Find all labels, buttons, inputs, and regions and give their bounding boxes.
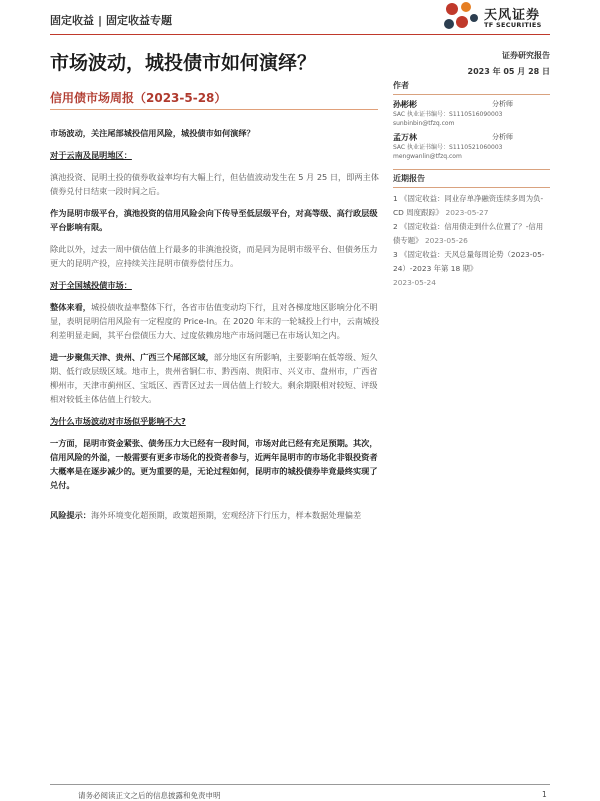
page-number: 1 xyxy=(542,790,547,799)
author-name: 孙彬彬 xyxy=(393,100,417,109)
related-report-item[interactable] xyxy=(393,192,550,220)
lead-paragraph: 市场波动，关注尾部城投信用风险，城投债市如何演绎？ xyxy=(50,128,255,138)
authors-divider xyxy=(393,94,550,95)
risk-label: 风险提示： xyxy=(50,510,91,520)
topic-label: 固定收益专题 xyxy=(106,14,173,27)
paragraph-3: 除此以外，过去一周中债估值上行最多的非滇池投资，而是同为昆明市级平台、但债务压力更大的昆明产投，应持续关注昆明市债券偿付压力。 xyxy=(50,244,378,268)
breadcrumb-separator: | xyxy=(98,14,103,27)
related-top-divider xyxy=(393,169,550,170)
page-subtitle: 信用债市场周报（2023-5-28） xyxy=(50,91,227,105)
paragraph-4 xyxy=(50,300,380,342)
risk-text: 海外环境变化超预期，政策超预期，宏观经济下行压力，样本数据处理偏差 xyxy=(90,510,362,520)
paragraph-4-lead: 整体来看， xyxy=(50,302,91,312)
related-report-date: 2023-05-26 xyxy=(424,236,468,245)
paragraph-5 xyxy=(50,350,380,406)
author-card xyxy=(393,132,550,161)
subtitle-divider xyxy=(50,109,378,110)
related-report-date: 2023-05-24 xyxy=(393,278,436,287)
report-type: 证券研究报告 xyxy=(502,51,550,60)
section-heading-why: 为什么市场波动对市场似乎影响不大? xyxy=(50,416,186,426)
paragraph-6: 一方面，昆明市资金紧张、债务压力大已经有一段时间，市场对此已经有充足预期。其次，信用风险的外溢，一般需要有更多市场化的投资者参与，近两年昆明市的市场化非银投资者大概率是在逐步减少的。更为重要的是，无论过程如何，昆明市的城投债券毕竟最终实现了兑付。 xyxy=(50,438,378,490)
related-report-title[interactable]: 3 《固定收益：天风总量每周论势（2023-05-24）-2023 年第 18 期》 xyxy=(393,250,545,273)
paragraph-4-text: 城投债收益率整体下行，各省市估值变动均下行，且对各梯度地区影响分化不明显，表明昆明信用风险有一定程度的 Price-In。在 2020 年末的一轮城投上行中，云南城投利差明显走阔，其平台偿债压力大、过度依赖房地产市场问题已在市场认知之内。 xyxy=(50,302,380,340)
page-title: 市场波动，城投债市如何演绎？ xyxy=(50,52,317,74)
footer-disclaimer: 请务必阅读正文之后的信息披露和免责申明 xyxy=(78,791,221,800)
author-cert: SAC 执业证书编号：S1110521060003 xyxy=(393,144,503,151)
paragraph-2: 作为昆明市级平台，滇池投资的信用风险会向下传导至低层级平台，对高等级、高行政层级平台影响有限。 xyxy=(50,208,378,232)
section-heading-national: 对于全国城投债市场： xyxy=(50,280,132,290)
related-report-item[interactable] xyxy=(393,220,550,248)
paragraph-1: 滇池投资、昆明土投的债券收益率均有大幅上行，但估值波动发生在 5 月 25 日，即两主体债券兑付日结束一段时间之后。 xyxy=(50,172,379,196)
section-label: 固定收益 xyxy=(50,14,94,27)
section-heading-yunnan: 对于云南及昆明地区： xyxy=(50,150,132,160)
author-title: 分析师 xyxy=(492,100,513,108)
authors-heading: 作者 xyxy=(393,81,409,90)
related-report-title[interactable]: 1 《固定收益：同业存单净融资连续多周为负-CD 周度跟踪》 xyxy=(393,194,544,217)
header-breadcrumb xyxy=(50,12,172,28)
related-divider xyxy=(393,187,550,188)
report-body xyxy=(50,126,380,530)
brand-name: 天风证券 xyxy=(484,8,541,23)
author-cert: SAC 执业证书编号：S1110516090003 xyxy=(393,111,503,118)
related-heading: 近期报告 xyxy=(393,174,425,183)
header-divider xyxy=(50,34,550,35)
author-title: 分析师 xyxy=(492,133,513,141)
related-report-date: 2023-05-27 xyxy=(445,208,489,217)
related-report-item[interactable] xyxy=(393,248,550,290)
author-email[interactable]: mengwanlin@tfzq.com xyxy=(393,153,462,160)
sidebar xyxy=(393,80,550,290)
paragraph-5-text: 部分地区有所影响，主要影响在低等级、短久期、低行政层级区域。地市上，贵州省铜仁市、黔西南、贵阳市、兴义市、盘州市，广西省柳州市，天津市蓟州区、宝坻区、西青区过去一周估值上行较大。剩余期限相对较短、评级相对较低主体估值上行较大。 xyxy=(50,352,378,404)
report-date: 2023 年 05 月 28 日 xyxy=(467,67,550,76)
brand-english-name: TF SECURITIES xyxy=(484,21,542,29)
risk-paragraph xyxy=(50,508,380,522)
author-name: 孟万林 xyxy=(393,133,417,142)
paragraph-5-lead: 进一步聚焦天津、贵州、广西三个尾部区域， xyxy=(50,352,214,362)
author-card xyxy=(393,99,550,128)
brand-logo-icon xyxy=(440,0,484,36)
related-report-title[interactable]: 2 《固定收益：信用债走到什么位置了？-信用债专题》 xyxy=(393,222,544,245)
author-email[interactable]: sunbinbin@tfzq.com xyxy=(393,120,455,127)
footer-divider xyxy=(50,784,550,785)
